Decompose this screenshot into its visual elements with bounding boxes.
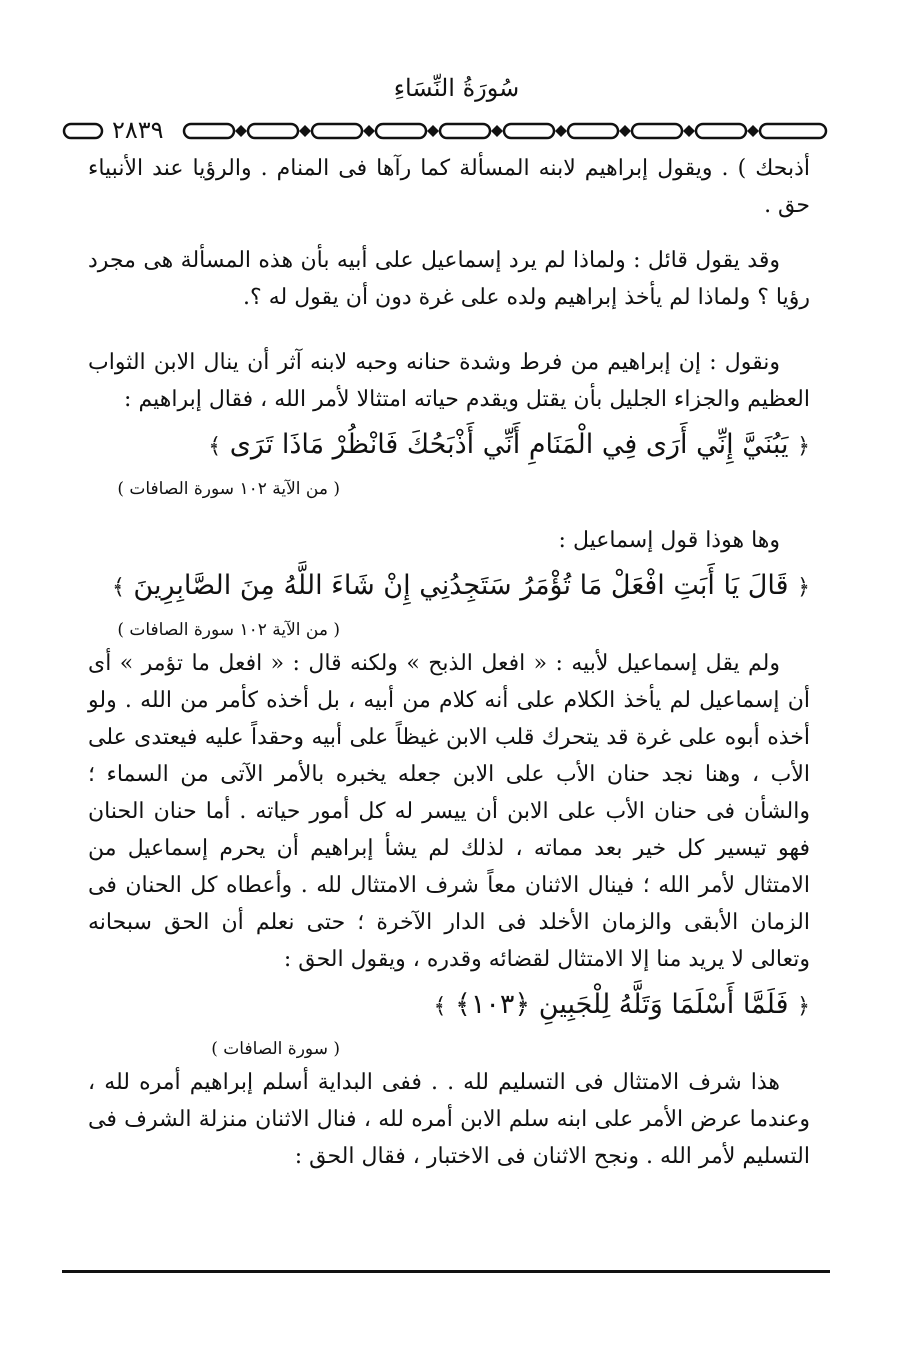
verse-open-ornament: ﴿ <box>797 575 810 600</box>
verse-text: يَبُنَيَّ إِنِّي أَرَى فِي الْمَنَامِ أَنِّي أَذْبَحُكَ فَانْظُرْ مَاذَا تَرَى <box>229 429 789 460</box>
paragraph-5: ولم يقل إسماعيل لأبيه : « افعل الذبح » ولكنه قال : « افعل ما تؤمر » أى أن إسماعيل لم يأخذ الكلام على أنه كلام من أبيه ، بل أخذه كأمر من الله . ولو أخذه أبوه على غرة قد يتحرك قلب الابن غيظاً على أبيه وحقداً عليه فيعتدى على الأب ، وهنا نجد حنان الأب على الابن جعله يخبره بالأمر الآتى من السماء ؛ والشأن فى حنان الأب على الابن أن ييسر له كل أمور حياته . أما حنان الحنان فهو تيسير كل خير بعد مماته ، لذلك لم يشأ إبراهيم أن يحرم إسماعيل من الامتثال لأمر الله ؛ فينال الاثنان معاً شرف الامتثال لله . وأعطاه كل الحنان فى الزمان الأبقى والزمان الأخلد فى الدار الآخرة ؛ حتى نعلم أن الحق سبحانه وتعالى لا يريد منا إلا الامتثال لقضائه وقدره ، ويقول الحق : <box>88 651 811 972</box>
verse-text: قَالَ يَا أَبَتِ افْعَلْ مَا تُؤْمَرُ سَتَجِدُنِي إِنْ شَاءَ اللَّهُ مِنَ الصَّابِرِينَ <box>133 570 789 601</box>
quran-verse-3 <box>88 978 810 1034</box>
paragraph-1: أذبحك ) . ويقول إبراهيم لابنه المسألة كما رآها فى المنام . والرؤيا عند الأنبياء حق . <box>88 156 810 218</box>
verse-citation-1: ( من الآية ١٠٢ سورة الصافات ) <box>117 479 340 499</box>
verse-close-ornament: ﴾ <box>433 994 447 1019</box>
header-ornament-band <box>62 116 832 146</box>
verse-close-ornament: ﴾ <box>208 434 222 459</box>
paragraph-6: هذا شرف الامتثال فى التسليم لله . . ففى البداية أسلم إبراهيم أمره لله ، وعندما عرض الأمر على ابنه سلم الابن أمره لله ، فنال الاثنان منزلة الشرف فى التسليم لأمر الله . ونجح الاثنان فى الاختبار ، فقال الحق : <box>88 1070 810 1169</box>
verse-close-ornament: ﴾ <box>111 575 125 600</box>
paragraph-2: وقد يقول قائل : ولماذا لم يرد إسماعيل على أبيه بأن هذه المسألة هى مجرد رؤيا ؟ ولماذا لم يأخذ إبراهيم ولده على غرة دون أن يقول له ؟. <box>88 248 810 310</box>
paragraph-4: وها هوذا قول إسماعيل : <box>558 528 780 553</box>
page-body <box>88 150 810 1175</box>
page-number: ٢٨٣٩ <box>108 116 168 144</box>
verse-text: فَلَمَّا أَسْلَمَا وَتَلَّهُ لِلْجَبِينِ ﴿١٠٣﴾ <box>455 989 789 1020</box>
verse-open-ornament: ﴿ <box>797 994 810 1019</box>
footer-rule <box>62 1270 830 1273</box>
verse-citation-3: ( سورة الصافات ) <box>211 1039 340 1059</box>
verse-citation-2: ( من الآية ١٠٢ سورة الصافات ) <box>117 620 340 640</box>
surah-title: سُورَةُ النِّسَاءِ <box>393 74 520 102</box>
quran-verse-2 <box>88 559 810 615</box>
quran-verse-1 <box>88 418 810 474</box>
paragraph-3: ونقول : إن إبراهيم من فرط وشدة حنانه وحبه لابنه آثر أن ينال الابن الثواب العظيم والجزاء الجليل بأن يقتل ويقدم حياته امتثالا لأمر الله ، فقال إبراهيم : <box>88 350 810 412</box>
verse-open-ornament: ﴿ <box>797 434 810 459</box>
